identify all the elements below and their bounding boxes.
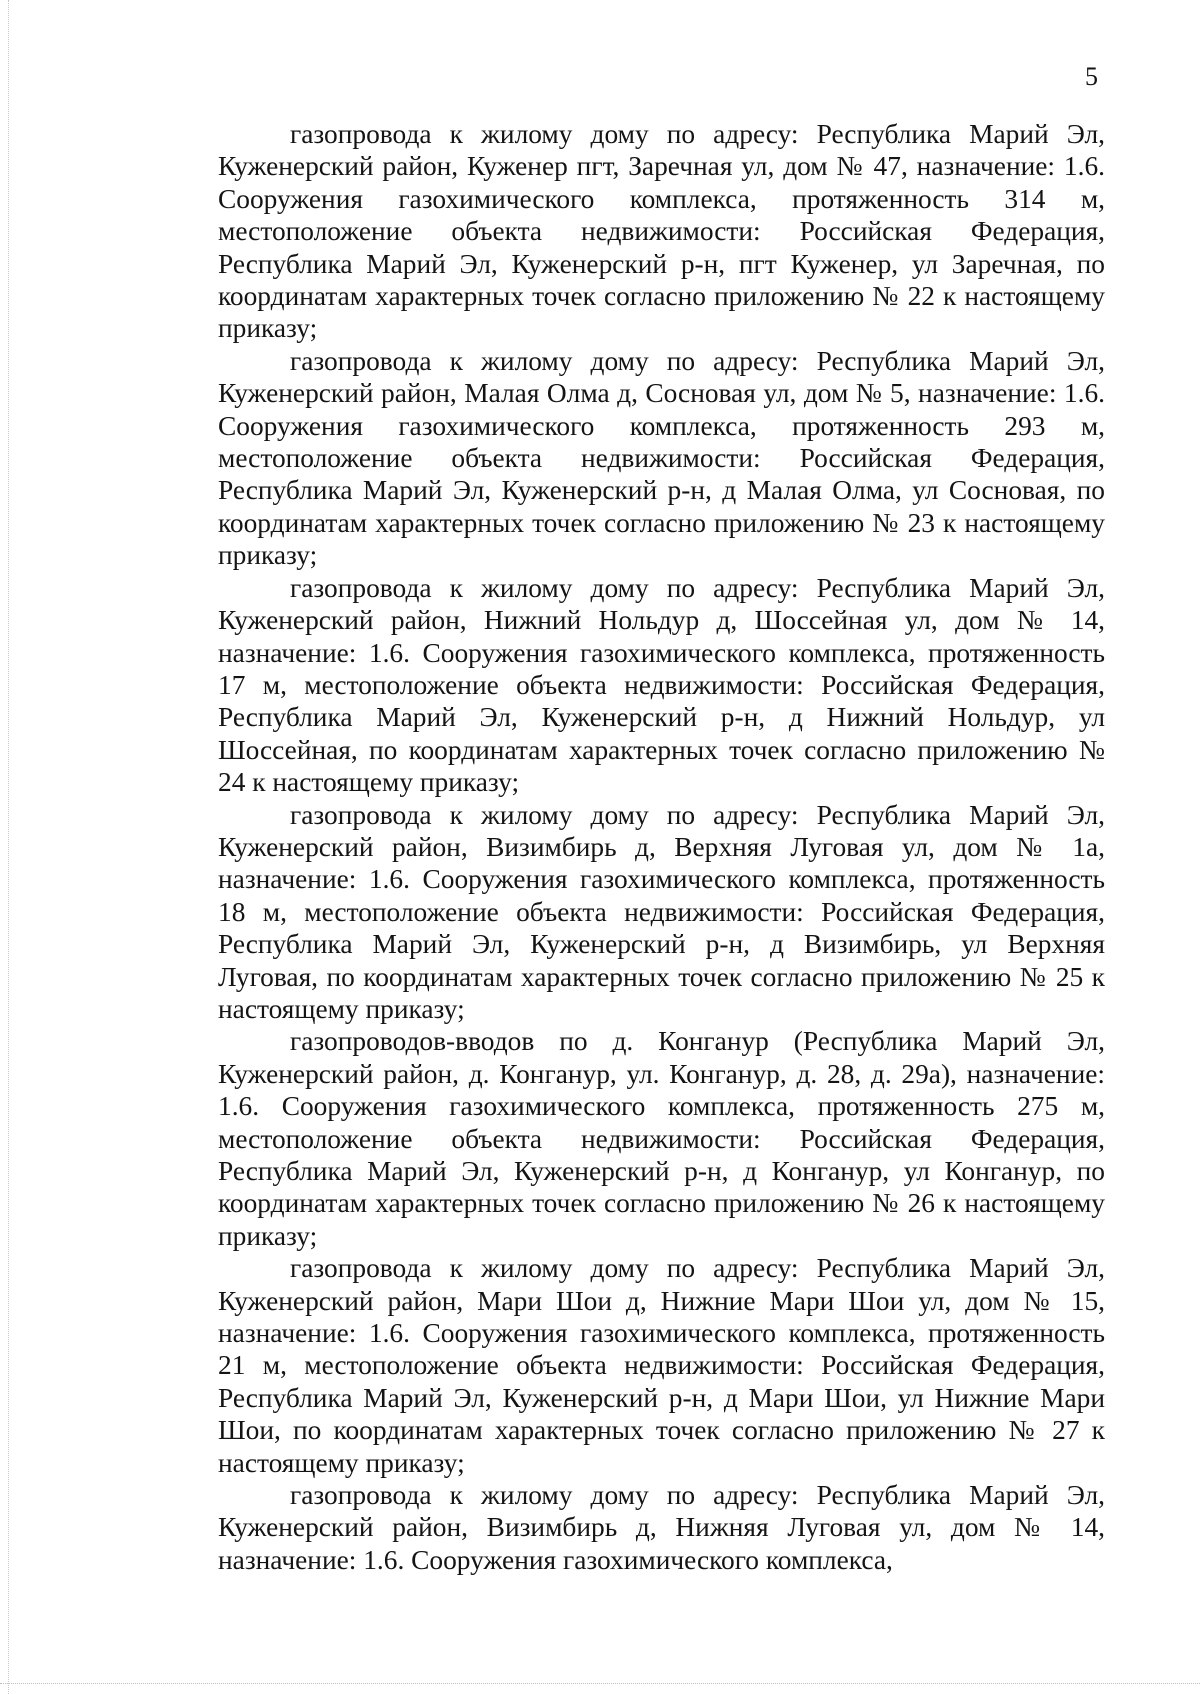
paragraph: газопровода к жилому дому по адресу: Республика Марий Эл, Куженерский район, Мари Шои д, Нижние Мари Шои ул, дом № 15, назначение: 1.6. Сооружения газохимического комплекса, протяженность 21 м, местоположение объекта недвижимости: Российская Федерация, Республика Марий Эл, Куженерский р-н, д Мари Шои, ул Нижние Мари Шои, по координатам характерных точек согласно приложению № 27 к настоящему приказу; <box>218 1253 1105 1478</box>
scan-edge-left <box>8 0 9 1694</box>
page-number: 5 <box>1085 62 1098 91</box>
paragraph: газопроводов-вводов по д. Конганур (Республика Марий Эл, Куженерский район, д. Конганур, ул. Конганур, д. 28, д. 29а), назначение: 1.6. Сооружения газохимического комплекса, протяженность 275 м, местоположение объекта недвижимости: Российская Федерация, Республика Марий Эл, Куженерский р-н, д Конганур, ул Конганур, по координатам характерных точек согласно приложению № 26 к настоящему приказу; <box>218 1026 1105 1251</box>
paragraph: газопровода к жилому дому по адресу: Республика Марий Эл, Куженерский район, Нижний Нольдур д, Шоссейная ул, дом № 14, назначение: 1.6. Сооружения газохимического комплекса, протяженность 17 м, местоположение объекта недвижимости: Российская Федерация, Республика Марий Эл, Куженерский р-н, д Нижний Нольдур, ул Шоссейная, по координатам характерных точек согласно приложению № 24 к настоящему приказу; <box>218 572 1105 798</box>
paragraph: газопровода к жилому дому по адресу: Республика Марий Эл, Куженерский район, Визимбирь д, Верхняя Луговая ул, дом № 1а, назначение: 1.6. Сооружения газохимического комплекса, протяженность 18 м, местоположение объекта недвижимости: Российская Федерация, Республика Марий Эл, Куженерский р-н, д Визимбирь, ул Верхняя Луговая, по координатам характерных точек согласно приложению № 25 к настоящему приказу; <box>218 799 1105 1024</box>
paragraph-continued: газопровода к жилому дому по адресу: Республика Марий Эл, Куженерский район, Визимбирь д, Нижняя Луговая ул, дом № 14, назначение: 1.6. Сооружения газохимического комплекса, <box>218 1480 1105 1575</box>
scan-edge-bottom <box>0 1683 1200 1684</box>
paragraph: газопровода к жилому дому по адресу: Республика Марий Эл, Куженерский район, Малая Олма д, Сосновая ул, дом № 5, назначение: 1.6. Сооружения газохимического комплекса, протяженность 293 м, местоположение объекта недвижимости: Российская Федерация, Республика Марий Эл, Куженерский р-н, д Малая Олма, ул Сосновая, по координатам характерных точек согласно приложению № 23 к настоящему приказу; <box>218 345 1105 571</box>
body-text <box>218 118 1105 1576</box>
paragraph: газопровода к жилому дому по адресу: Республика Марий Эл, Куженерский район, Куженер пгт, Заречная ул, дом № 47, назначение: 1.6. Сооружения газохимического комплекса, протяженность 314 м, местоположение объекта недвижимости: Российская Федерация, Республика Марий Эл, Куженерский р-н, пгт Куженер, ул Заречная, по координатам характерных точек согласно приложению № 22 к настоящему приказу; <box>218 119 1105 344</box>
